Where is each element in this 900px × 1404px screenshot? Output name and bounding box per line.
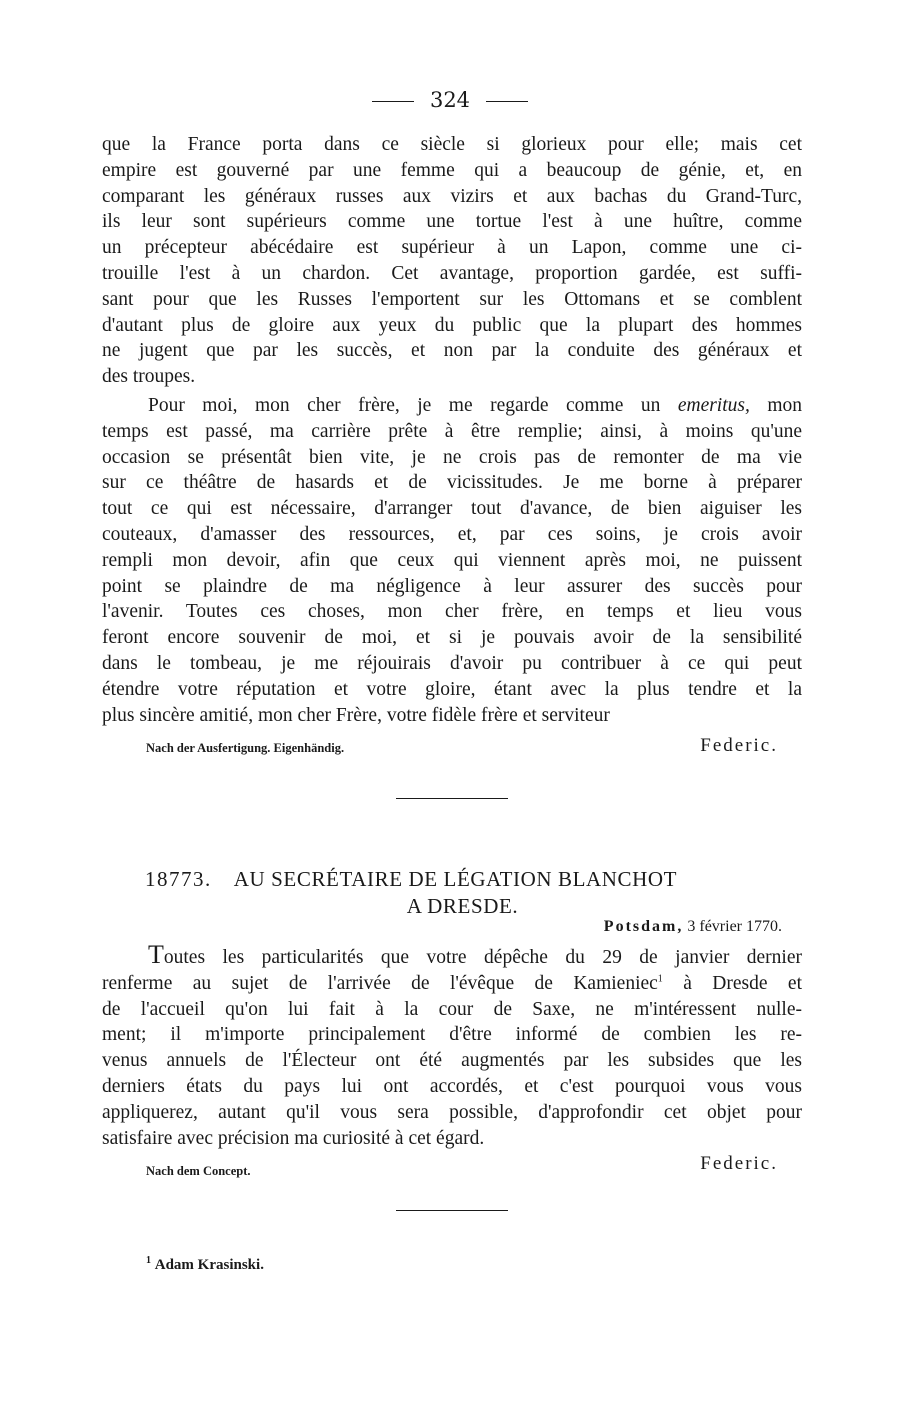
text-line: ne jugent que par les succès, et non par la conduite des généraux et — [102, 340, 802, 362]
source-note: Nach dem Concept. — [146, 1164, 251, 1178]
section-divider — [396, 798, 508, 799]
text-line: temps est passé, ma carrière prête à être remplie; ainsi, à moins qu'une — [102, 420, 802, 442]
letter1-paragraph-2 — [102, 393, 802, 728]
text-line: occasion se présentât bien vite, je ne crois pas de remonter de ma vie — [102, 446, 802, 468]
letter-title-line2: A DRESDE. — [406, 894, 519, 918]
letter-title-line1: AU SECRÉTAIRE DE LÉGATION BLANCHOT — [233, 867, 678, 891]
text-run: outes les particularités que votre dépêche du 29 de janvier dernier — [163, 947, 802, 968]
text-line: trouille l'est à un chardon. Cet avantage, proportion gardée, est suffi- — [102, 262, 802, 284]
initial-letter: T — [148, 940, 164, 969]
signature: Federic. — [700, 1153, 778, 1174]
page-number-dash-left — [372, 101, 414, 102]
text-line: empire est gouverné par une femme qui a beaucoup de génie, et, en — [102, 159, 802, 181]
page-number-text: 324 — [429, 88, 471, 112]
text-line: derniers états du pays lui ont accordés, et c'est pourquoi vous vous — [102, 1075, 802, 1097]
section-divider — [396, 1210, 508, 1211]
text-line: appliquerez, autant qu'il vous sera possible, d'approfondir cet objet pour — [102, 1101, 802, 1123]
text-line: comparant les généraux russes aux vizirs et aux bachas du Grand-Turc, — [102, 185, 802, 207]
text-line: point se plaindre de ma négligence à leur assurer des succès pour — [102, 575, 802, 597]
text-line: venus annuels de l'Électeur ont été augmentés par les subsides que les — [102, 1050, 802, 1072]
text-run: Pour moi, mon cher frère, je me regarde comme un — [148, 395, 678, 416]
footnote-text: Adam Krasinski. — [154, 1257, 264, 1273]
letter-number: 18773. — [145, 867, 212, 891]
text-line: un précepteur abécédaire est supérieur à un Lapon, comme une ci- — [102, 237, 802, 259]
text-run: mon — [749, 395, 802, 416]
footnote-number: 1 — [146, 1255, 151, 1266]
letter1-paragraph-1 — [102, 132, 802, 390]
page-number-dash-right — [486, 101, 528, 102]
text-line: couteaux, d'amasser des ressources, et, par ces soins, je crois avoir — [102, 523, 802, 545]
text-line: dans le tombeau, je me réjouirais d'avoir pu contribuer à ce qui peut — [102, 652, 802, 674]
text-line: que la France porta dans ce siècle si glorieux pour elle; mais cet — [102, 134, 802, 155]
text-line: ment; il m'importe principalement d'être informé de combien les re- — [102, 1024, 802, 1046]
text-line — [102, 942, 802, 971]
text-line: d'autant plus de gloire aux yeux du public que la plupart des hommes — [102, 314, 802, 336]
text-line: étendre votre réputation et votre gloire, étant avec la plus tendre et la — [102, 678, 802, 700]
text-line — [102, 971, 802, 997]
text-line: satisfaire avec précision ma curiosité à cet égard. — [102, 1127, 485, 1149]
text-line: de l'accueil qu'on lui fait à la cour de Saxe, ne m'intéressent nulle- — [102, 998, 802, 1020]
letter-heading — [145, 866, 760, 920]
text-line: rempli mon devoir, afin que ceux qui viennent après moi, ne puissent — [102, 549, 802, 571]
source-note: Nach der Ausfertigung. Eigenhändig. — [146, 741, 345, 755]
dateline — [604, 917, 782, 937]
text-line — [102, 393, 802, 419]
text-line: l'avenir. Toutes ces choses, mon cher frère, en temps et lieu vous — [102, 601, 802, 623]
text-run: renferme au sujet de l'arrivée de l'évêque de Kamieniec — [102, 972, 658, 994]
signature: Federic. — [700, 735, 778, 756]
dateline-date: 3 février 1770. — [687, 918, 782, 935]
page-number — [0, 86, 900, 114]
italic-word: emeritus, — [677, 395, 750, 416]
text-line: sur ce théâtre de hasards et de vicissitudes. Je me borne à préparer — [102, 472, 802, 494]
text-line: plus sincère amitié, mon cher Frère, votre fidèle frère et serviteur — [102, 704, 610, 726]
text-line: tout ce qui est nécessaire, d'arranger tout d'avance, de bien aiguiser les — [102, 498, 802, 520]
text-line: feront encore souvenir de moi, et si je pouvais avoir de la sensibilité — [102, 627, 802, 649]
footnote — [146, 1255, 264, 1275]
footnote-marker: 1 — [657, 973, 663, 985]
text-line: ils leur sont supérieurs comme une tortue l'est à une huître, comme — [102, 211, 802, 233]
dateline-place: Potsdam, — [603, 918, 684, 935]
text-run: à Dresde et — [662, 972, 802, 994]
text-line: des troupes. — [102, 366, 196, 388]
text-line: sant pour que les Russes l'emportent sur les Ottomans et se comblent — [102, 288, 802, 310]
letter2-paragraph — [102, 942, 802, 1151]
